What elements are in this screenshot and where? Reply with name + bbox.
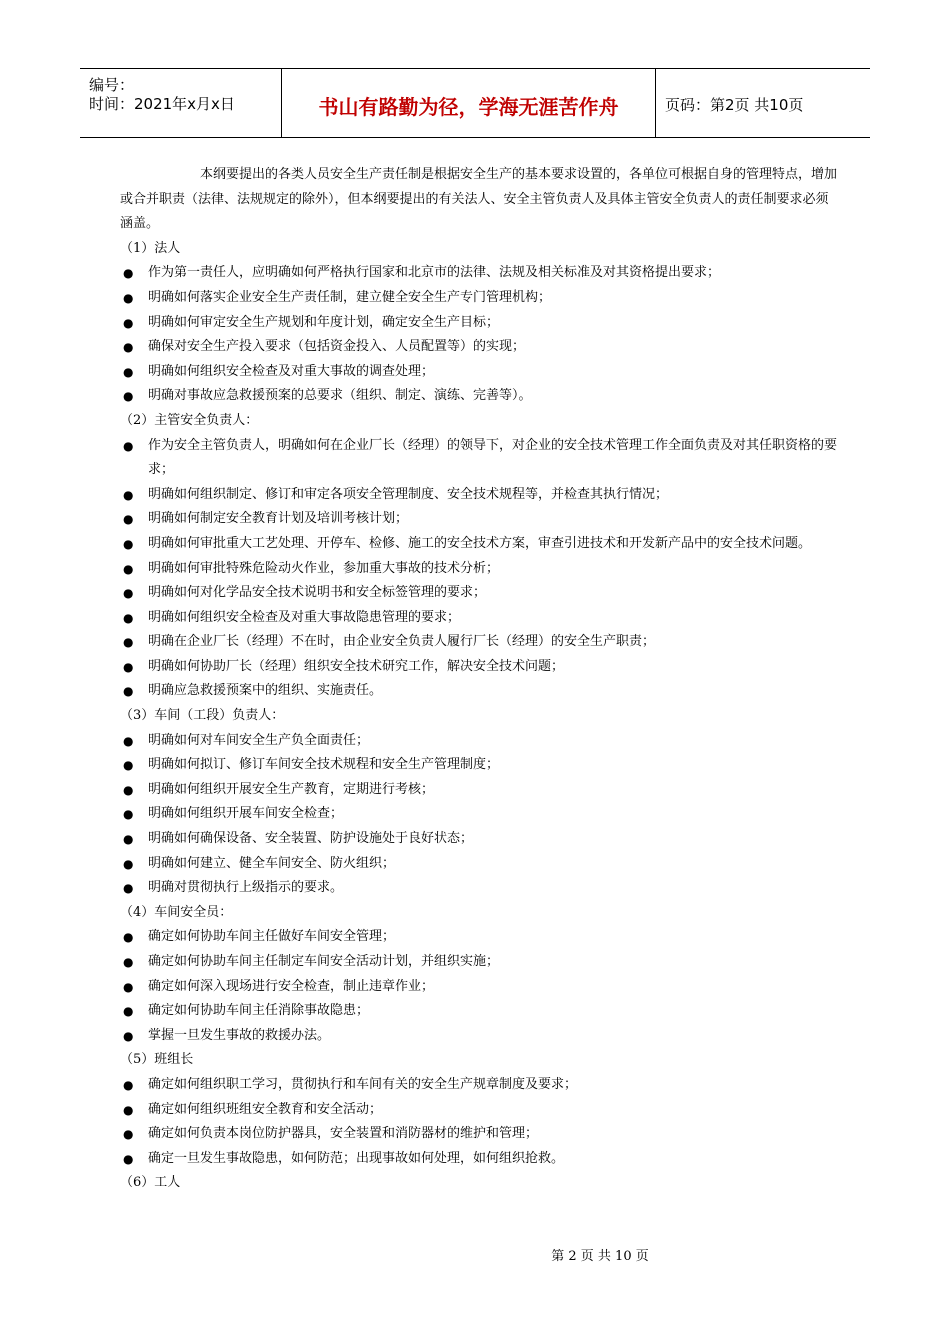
document-body <box>120 163 840 1196</box>
bullet-icon: ● <box>123 438 134 453</box>
bullet-icon: ● <box>123 955 134 969</box>
list-item <box>120 827 840 852</box>
list-item <box>120 532 840 557</box>
list-item <box>120 384 840 409</box>
list-item <box>120 1073 840 1098</box>
list-item-text: 作为安全主管负责人，明确如何在企业厂长（经理）的领导下，对企业的安全技术管理工作全面负责及对其任职资格的要求； <box>148 437 838 478</box>
bullet-icon: ● <box>123 684 134 699</box>
list-item <box>120 679 840 704</box>
list-item <box>120 778 840 803</box>
header-table <box>80 68 870 138</box>
bullet-icon: ● <box>123 389 134 404</box>
list-item-text: 掌握一旦发生事故的救援办法。 <box>148 1027 331 1043</box>
list-item-text: 明确对事故应急救援预案的总要求（组织、制定、演练、完善等）。 <box>148 388 532 404</box>
list-item-text: 明确如何审定安全生产规划和年度计划，确定安全生产目标； <box>148 314 500 330</box>
list-item-text: 明确对贯彻执行上级指示的要求。 <box>148 880 344 896</box>
list-item <box>120 1098 840 1123</box>
list-item <box>120 606 840 631</box>
bullet-icon: ● <box>123 487 134 502</box>
header-right-cell <box>655 69 870 137</box>
list-item <box>120 876 840 901</box>
list-item <box>120 581 840 606</box>
list-item-text: 确保对安全生产投入要求（包括资金投入、人员配置等）的实现； <box>148 339 526 355</box>
bullet-icon: ● <box>123 340 134 355</box>
list-item <box>120 999 840 1024</box>
header-motto: 书山有路勤为径，学海无涯苦作舟 <box>318 95 619 119</box>
list-item-text: 明确如何审批特殊危险动火作业，参加重大事故的技术分析； <box>148 560 500 576</box>
list-item-text: 明确应急救援预案中的组织、实施责任。 <box>148 683 383 699</box>
header-page-info: 页码：第2页 共10页 <box>665 96 804 114</box>
list-item-text: 明确如何拟订、修订车间安全技术规程和安全生产管理制度； <box>148 757 500 773</box>
bullet-icon: ● <box>123 610 134 625</box>
section-heading: （3）车间（工段）负责人： <box>120 708 285 724</box>
list-item-text: 明确如何协助厂长（经理）组织安全技术研究工作，解决安全技术问题； <box>148 658 565 674</box>
document-time-label: 时间：2021年x月x日 <box>89 95 235 113</box>
list-item-text: 明确如何制定安全教育计划及培训考核计划； <box>148 511 409 527</box>
bullet-icon: ● <box>123 536 134 551</box>
bullet-icon: ● <box>123 1151 134 1166</box>
list-item-text: 明确如何确保设备、安全装置、防护设施处于良好状态； <box>148 831 474 847</box>
bullet-icon: ● <box>123 315 134 330</box>
bullet-icon: ● <box>123 1077 134 1092</box>
bullet-icon: ● <box>123 782 134 797</box>
intro-paragraph: 本纲要提出的各类人员安全生产责任制是根据安全生产的基本要求设置的，各单位可根据自身的管理特点，增加或合并职责（法律、法规规定的除外），但本纲要提出的有关法人、安全主管负责人及具体主管安全负责人的责任制要求必须涵盖。 <box>120 167 838 232</box>
list-item <box>120 311 840 336</box>
bullet-icon: ● <box>123 364 134 379</box>
bullet-icon: ● <box>123 881 134 896</box>
list-item-text: 确定如何负责本岗位防护器具，安全装置和消防器材的维护和管理； <box>148 1126 539 1142</box>
document-number-label: 编号： <box>89 76 135 94</box>
header-left-cell <box>80 69 281 137</box>
section-heading: （1）法人 <box>120 240 181 256</box>
list-item <box>120 655 840 680</box>
list-item <box>120 261 840 286</box>
section-heading: （2）主管安全负责人： <box>120 412 259 428</box>
bullet-icon: ● <box>123 758 134 773</box>
bullet-icon: ● <box>123 832 134 847</box>
bullet-icon: ● <box>123 586 134 601</box>
list-item <box>120 360 840 385</box>
list-item-text: 明确如何组织开展安全生产教育，定期进行考核； <box>148 781 435 797</box>
list-item-text: 确定一旦发生事故隐患，如何防范；出现事故如何处理，如何组织抢救。 <box>148 1150 565 1166</box>
list-item <box>120 434 840 483</box>
footer-page-number: 第 2 页 共 10 页 <box>551 1249 649 1264</box>
list-item <box>120 507 840 532</box>
list-item <box>120 950 840 975</box>
list-item-text: 作为第一责任人，应明确如何严格执行国家和北京市的法律、法规及相关标准及对其资格提出要求； <box>148 265 721 281</box>
bullet-icon: ● <box>123 1127 134 1142</box>
bullet-icon: ● <box>123 561 134 576</box>
section-heading: （4）车间安全员： <box>120 904 233 920</box>
list-item-text: 明确在企业厂长（经理）不在时，由企业安全负责人履行厂长（经理）的安全生产职责； <box>148 634 656 650</box>
bullet-icon: ● <box>123 659 134 674</box>
list-item-text: 确定如何深入现场进行安全检查，制止违章作业； <box>148 978 435 994</box>
list-item <box>120 335 840 360</box>
bullet-icon: ● <box>123 979 134 994</box>
bullet-icon: ● <box>123 807 134 822</box>
list-item <box>120 925 840 950</box>
list-item-text: 确定如何协助车间主任制定车间安全活动计划，并组织实施； <box>148 954 500 969</box>
list-item-text: 明确如何建立、健全车间安全、防火组织； <box>148 855 396 871</box>
list-item <box>120 557 840 582</box>
list-item <box>120 483 840 508</box>
bullet-icon: ● <box>123 930 134 945</box>
bullet-icon: ● <box>123 266 134 281</box>
bullet-icon: ● <box>123 856 134 871</box>
list-item-text: 确定如何协助车间主任消除事故隐患； <box>148 1003 370 1019</box>
section-heading: （6）工人 <box>120 1175 181 1191</box>
list-item-text: 明确如何组织安全检查及对重大事故的调查处理； <box>148 363 435 379</box>
list-item <box>120 753 840 778</box>
page-footer <box>0 1245 950 1264</box>
list-item-text: 确定如何协助车间主任做好车间安全管理； <box>148 929 396 945</box>
list-item <box>120 1122 840 1147</box>
section-heading: （5）班组长 <box>120 1052 194 1068</box>
list-item-text: 确定如何组织职工学习，贯彻执行和车间有关的安全生产规章制度及要求； <box>148 1076 578 1092</box>
list-item <box>120 802 840 827</box>
list-item <box>120 1024 840 1049</box>
list-item-text: 明确如何落实企业安全生产责任制，建立健全安全生产专门管理机构； <box>148 289 552 305</box>
list-item-text: 明确如何对化学品安全技术说明书和安全标签管理的要求； <box>148 585 487 601</box>
bullet-icon: ● <box>123 1004 134 1019</box>
list-item-text: 明确如何组织开展车间安全检查； <box>148 806 344 822</box>
header-center-cell <box>281 69 656 137</box>
list-item <box>120 852 840 877</box>
list-item <box>120 286 840 311</box>
list-item-text: 明确如何对车间安全生产负全面责任； <box>148 732 370 748</box>
list-item-text: 明确如何组织安全检查及对重大事故隐患管理的要求； <box>148 609 461 625</box>
list-item-text: 明确如何组织制定、修订和审定各项安全管理制度、安全技术规程等，并检查其执行情况； <box>148 486 669 502</box>
list-item <box>120 1147 840 1172</box>
list-item <box>120 729 840 754</box>
bullet-icon: ● <box>123 290 134 305</box>
bullet-icon: ● <box>123 1028 134 1043</box>
bullet-icon: ● <box>123 512 134 527</box>
bullet-icon: ● <box>123 1102 134 1117</box>
list-item-text: 确定如何组织班组安全教育和安全活动； <box>148 1101 383 1117</box>
list-item-text: 明确如何审批重大工艺处理、开停车、检修、施工的安全技术方案，审查引进技术和开发新产品中的安全技术问题。 <box>148 535 812 551</box>
bullet-icon: ● <box>123 733 134 748</box>
list-item <box>120 975 840 1000</box>
bullet-icon: ● <box>123 635 134 650</box>
list-item <box>120 630 840 655</box>
